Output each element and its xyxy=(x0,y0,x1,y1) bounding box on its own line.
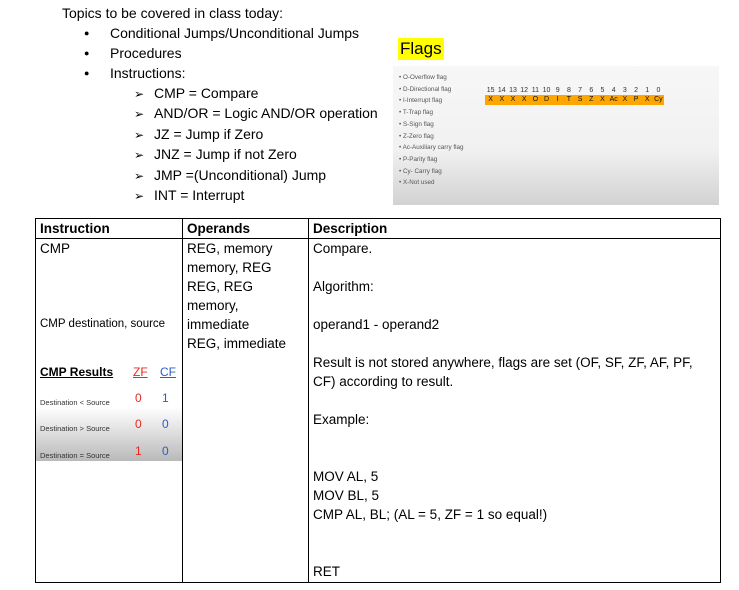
operand-line: REG, REG xyxy=(187,279,254,294)
bit-number: 2 xyxy=(634,87,638,94)
instruction-name: CMP xyxy=(40,241,70,256)
flag-legend-item: • Cy- Carry flag xyxy=(399,166,464,178)
cmp-results-figure xyxy=(36,363,182,461)
flag-bit-cell: X xyxy=(644,96,650,103)
operand-line: memory, REG xyxy=(187,260,272,275)
cmp-case-label: Destination > Source xyxy=(40,424,110,433)
instruction-item: ➢ JMP =(Unconditional) Jump xyxy=(134,166,378,187)
flag-legend-item: • D-Directional flag xyxy=(399,84,464,96)
column-header-instruction: Instruction xyxy=(36,219,183,239)
bit-number: 9 xyxy=(555,87,560,94)
instruction-table xyxy=(35,218,721,583)
cmp-results-title: CMP Results xyxy=(40,365,114,379)
bit-number: 7 xyxy=(578,87,583,94)
description-line: MOV BL, 5 xyxy=(313,488,380,503)
table-header-row xyxy=(36,219,721,239)
flag-legend-item: • Ac-Auxiliary carry flag xyxy=(399,142,464,154)
topics-heading: Topics to be covered in class today: xyxy=(62,5,284,21)
description-line xyxy=(313,429,716,448)
bullet-icon: ● xyxy=(84,48,90,59)
bit-number: 11 xyxy=(531,87,539,94)
arrow-bullet-icon: ➢ xyxy=(134,127,145,142)
cf-value: 0 xyxy=(162,444,169,458)
description-line xyxy=(313,524,716,543)
instruction-syntax: CMP destination, source xyxy=(40,318,166,330)
flags-title: Flags xyxy=(400,39,442,58)
flag-bit-cell: X xyxy=(521,96,527,103)
flag-bit-cell: X xyxy=(600,96,605,103)
flag-bit-cell: Z xyxy=(589,96,594,103)
bullet-icon: ● xyxy=(84,28,90,39)
instruction-item: ➢ JNZ = Jump if not Zero xyxy=(134,145,378,166)
flag-bit-cell: P xyxy=(633,96,639,103)
instruction-item: ➢ INT = Interrupt xyxy=(134,186,378,207)
flag-bit-cell: X xyxy=(510,96,516,103)
flag-bit-cell: D xyxy=(544,96,550,103)
column-header-operands: Operands xyxy=(183,219,309,239)
operand-line: memory, xyxy=(187,298,239,313)
description-line xyxy=(313,448,716,467)
operands-cell xyxy=(183,239,309,583)
bit-number: 12 xyxy=(520,87,529,94)
description-line: RET xyxy=(313,564,340,579)
flag-bit-cell: Cy xyxy=(654,96,663,103)
bit-number: 13 xyxy=(509,87,517,94)
cf-value: 1 xyxy=(162,391,169,405)
cmp-case-label: Destination < Source xyxy=(40,398,110,407)
description-line: Compare. xyxy=(313,241,373,256)
flag-bit-cell: X xyxy=(499,96,505,103)
bit-number: 14 xyxy=(497,87,506,94)
bullet-item: ● Procedures xyxy=(84,44,378,64)
instruction-cell xyxy=(36,239,183,583)
bit-number: 5 xyxy=(600,87,605,94)
instruction-item: ➢ CMP = Compare xyxy=(134,84,378,105)
bit-number: 8 xyxy=(566,87,571,94)
flag-bit-cell: Ac xyxy=(609,96,618,103)
zf-value: 0 xyxy=(135,391,142,405)
cmp-case-label: Destination = Source xyxy=(40,451,110,460)
operand-line: immediate xyxy=(187,317,250,332)
bit-number: 4 xyxy=(611,87,616,94)
flag-legend-item: • T-Trap flag xyxy=(399,107,464,119)
bit-number: 6 xyxy=(589,87,594,94)
flag-legend-item: • P-Parity flag xyxy=(399,154,464,166)
arrow-bullet-icon: ➢ xyxy=(134,148,145,163)
bit-number: 1 xyxy=(645,87,650,94)
arrow-bullet-icon: ➢ xyxy=(134,107,145,122)
flag-legend-item: • Z-Zero flag xyxy=(399,131,464,143)
column-header-description: Description xyxy=(309,219,721,239)
description-cell xyxy=(309,239,721,583)
bit-number: 3 xyxy=(622,87,627,94)
bit-number: 0 xyxy=(656,87,661,94)
flags-figure xyxy=(393,66,719,205)
flag-legend-item: • X-Not used xyxy=(399,177,464,189)
description-line xyxy=(313,296,716,315)
bullet-icon: ● xyxy=(84,68,90,79)
flag-bit-numbers xyxy=(485,87,664,94)
description-line: CF) according to result. xyxy=(313,374,454,389)
topics-list xyxy=(62,4,378,207)
flag-legend-item: • S-Sign flag xyxy=(399,119,464,131)
description-line xyxy=(313,391,716,410)
description-line xyxy=(313,334,716,353)
bit-number: 15 xyxy=(486,87,495,94)
zf-value: 0 xyxy=(135,417,142,431)
description-line: Result is not stored anywhere, flags are set (OF, SF, ZF, AF, PF, xyxy=(313,355,693,370)
description-line: MOV AL, 5 xyxy=(313,469,379,484)
description-line: Example: xyxy=(313,412,370,427)
flag-register xyxy=(485,95,664,105)
cf-value: 0 xyxy=(162,417,169,431)
description-line: operand1 - operand2 xyxy=(313,317,440,332)
arrow-bullet-icon: ➢ xyxy=(134,189,145,204)
zf-value: 1 xyxy=(135,444,142,458)
zf-header: ZF xyxy=(133,365,148,379)
description-line xyxy=(313,258,716,277)
flag-bit-cell: X xyxy=(488,96,493,103)
bullet-item: ● Instructions: xyxy=(84,64,378,84)
operand-line: REG, memory xyxy=(187,241,273,256)
arrow-bullet-icon: ➢ xyxy=(134,86,145,101)
description-line xyxy=(313,543,716,562)
flag-bit-cell: S xyxy=(577,96,583,103)
arrow-bullet-icon: ➢ xyxy=(134,168,145,183)
flag-bit-cell: I xyxy=(556,96,559,103)
flag-bit-cell: X xyxy=(622,96,628,103)
bullet-item: ● Conditional Jumps/Unconditional Jumps xyxy=(84,24,378,44)
instruction-item: ➢ AND/OR = Logic AND/OR operation xyxy=(134,104,378,125)
description-line: CMP AL, BL; (AL = 5, ZF = 1 so equal!) xyxy=(313,507,548,522)
flag-bit-cell: O xyxy=(532,96,539,103)
flag-legend-list xyxy=(399,72,464,189)
bit-number: 10 xyxy=(542,87,551,94)
flag-legend-item: • O-Overflow flag xyxy=(399,72,464,84)
operand-line: REG, immediate xyxy=(187,336,287,351)
instruction-item: ➢ JZ = Jump if Zero xyxy=(134,125,378,146)
flag-bit-cell: T xyxy=(566,96,572,103)
cf-header: CF xyxy=(160,365,176,379)
table-row xyxy=(36,239,721,583)
description-line: Algorithm: xyxy=(313,279,374,294)
flag-legend-item: • I-Interrupt flag xyxy=(399,95,464,107)
